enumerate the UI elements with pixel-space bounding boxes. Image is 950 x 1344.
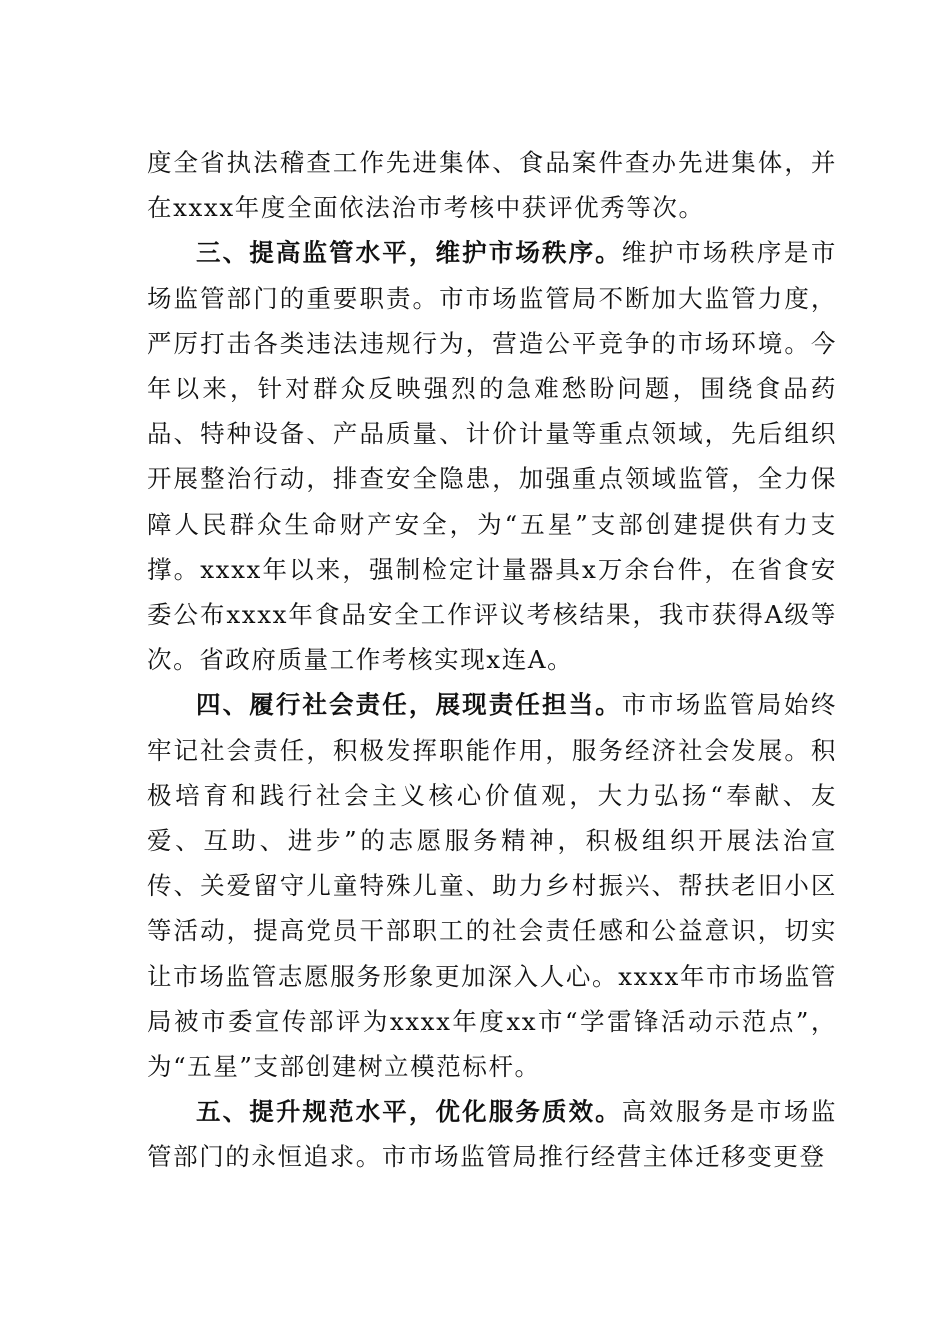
- document-body: [147, 140, 837, 1180]
- section-heading-4: 四、履行社会责任，展现责任担当。: [196, 690, 622, 720]
- section-heading-3: 三、提高监管水平，维护市场秩序。: [196, 238, 622, 268]
- paragraph-section-3: [147, 230, 837, 682]
- paragraph-text: 度全省执法稽查工作先进集体、食品案件查办先进集体，并在xxxx年度全面依法治市考核中获评优秀等次。: [147, 148, 837, 223]
- paragraph-text: 维护市场秩序是市场监管部门的重要职责。市市场监管局不断加大监管力度，严厉打击各类违法违规行为，营造公平竞争的市场环境。今年以来，针对群众反映强烈的急难愁盼问题，围绕食品药品、特种设备、产品质量、计价计量等重点领域，先后组织开展整治行动，排查安全隐患，加强重点领域监管，全力保障人民群众生命财产安全，为“五星”支部创建提供有力支撑。xxxx年以来，强制检定计量器具x万余台件，在省食安委公布xxxx年食品安全工作评议考核结果，我市获得A级等次。省政府质量工作考核实现x连A。: [147, 238, 837, 675]
- paragraph-section-4: [147, 682, 837, 1089]
- paragraph-continuation: [147, 140, 837, 230]
- paragraph-text: 市市场监管局始终牢记社会责任，积极发挥职能作用，服务经济社会发展。积极培育和践行社会主义核心价值观，大力弘扬“奉献、友爱、互助、进步”的志愿服务精神，积极组织开展法治宣传、关爱留守儿童特殊儿童、助力乡村振兴、帮扶老旧小区等活动，提高党员干部职工的社会责任感和公益意识，切实让市场监管志愿服务形象更加深入人心。xxxx年市市场监管局被市委宣传部评为xxxx年度xx市“学雷锋活动示范点”，为“五星”支部创建树立模范标杆。: [147, 690, 837, 1082]
- paragraph-text: 高效服务是市场监管部门的永恒追求。市市场监管局推行经营主体迁移变更登: [147, 1097, 837, 1172]
- paragraph-section-5: [147, 1089, 837, 1179]
- section-heading-5: 五、提升规范水平，优化服务质效。: [196, 1097, 622, 1127]
